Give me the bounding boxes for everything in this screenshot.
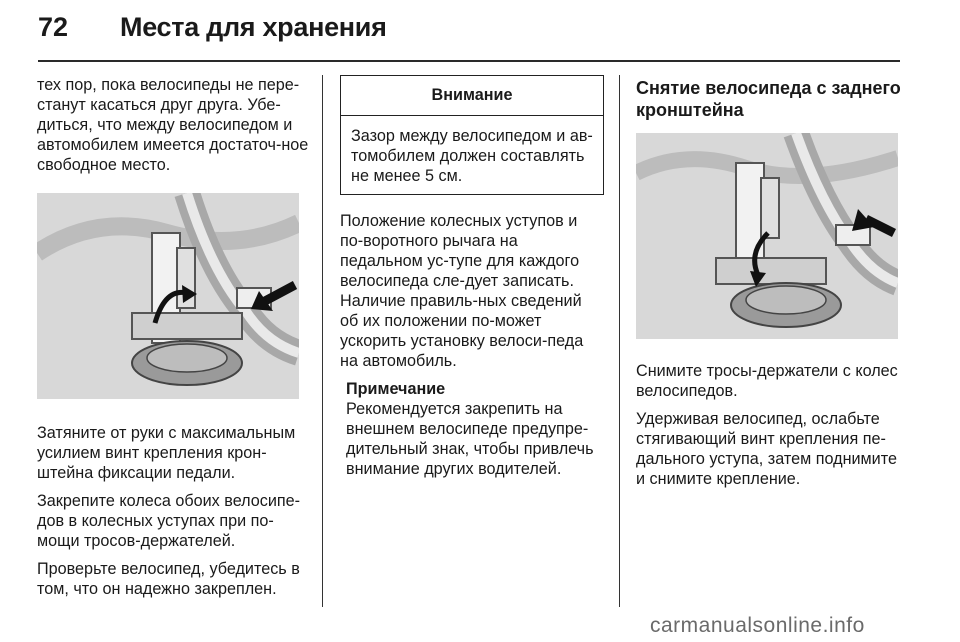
paragraph: Снимите тросы-держатели с колес велосипедов. <box>636 362 898 400</box>
warning-box <box>340 75 604 195</box>
bike-carrier-illustration <box>37 193 299 399</box>
watermark: carmanualsonline.info <box>650 614 865 637</box>
paragraph: Положение колесных уступов и по-воротного рычага на педальном ус-тупе для каждого велосипеда сле-дует записать. Наличие правиль-ных сведений об их положении по-может ускорить установку велоси-педа на автомобиль. <box>340 212 584 370</box>
paragraph: Закрепите колеса обоих велосипе-дов в колесных уступах при по-мощи тросов-держателей. <box>37 492 301 550</box>
note-title: Примечание <box>346 380 446 398</box>
section-title: Снятие велосипеда с заднего кронштейна <box>636 78 901 120</box>
column-2 <box>340 75 604 479</box>
page-header <box>38 12 387 52</box>
paragraph: Проверьте велосипед, убедитесь в том, что он надежно закреплен. <box>37 560 300 598</box>
bike-removal-illustration <box>636 133 898 339</box>
note-text: Рекомендуется закрепить на внешнем велосипеде предупре-дительный знак, чтобы привлечь внимание других водителей. <box>346 400 594 478</box>
page-title: Места для хранения <box>120 12 387 42</box>
warning-text: Зазор между велосипедом и ав-томобилем должен составлять не менее 5 см. <box>351 127 593 185</box>
column-3 <box>636 75 904 497</box>
page-number: 72 <box>38 12 69 42</box>
column-divider <box>619 75 620 607</box>
warning-title: Внимание <box>341 76 603 116</box>
header-rule <box>38 60 900 62</box>
paragraph: тех пор, пока велосипеды не пере-станут касаться друг друга. Убе-диться, что между велосипедом и автомобилем имеется достаточ-ное свободное место. <box>37 76 309 174</box>
column-divider <box>322 75 323 607</box>
paragraph: Удерживая велосипед, ослабьте стягивающий винт крепления пе-дального уступа, затем поднимите и снимите крепление. <box>636 410 897 488</box>
column-1 <box>37 75 309 607</box>
paragraph: Затяните от руки с максимальным усилием винт крепления крон-штейна фиксации педали. <box>37 424 296 482</box>
note-block <box>340 379 604 479</box>
